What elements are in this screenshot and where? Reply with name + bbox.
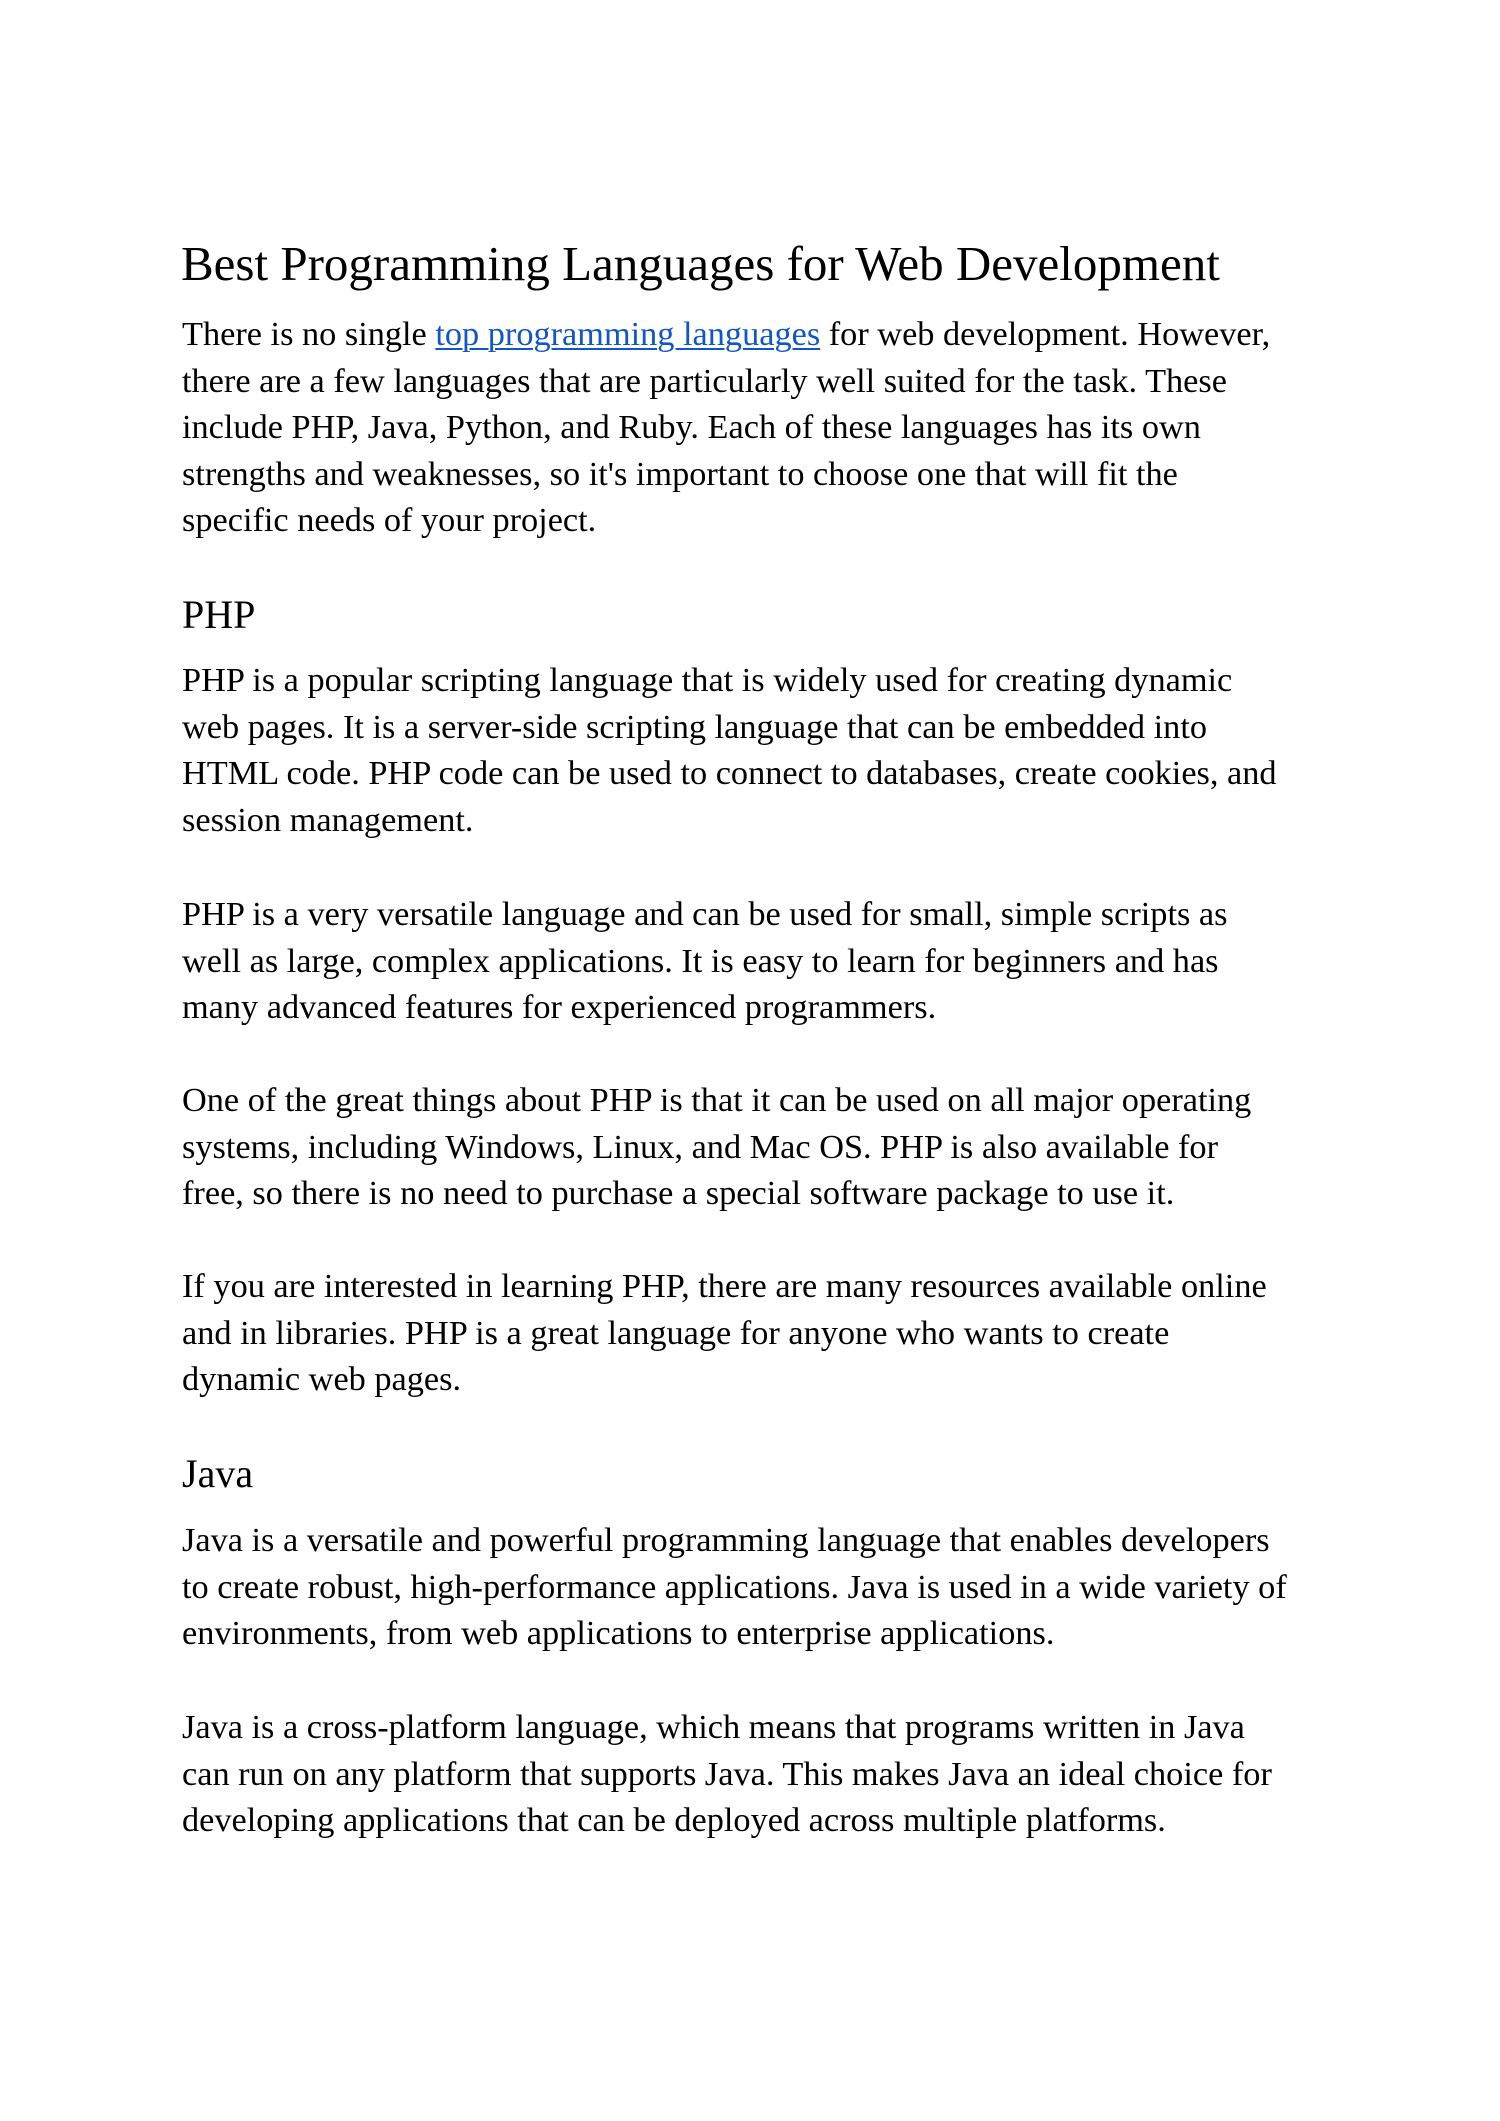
paragraph-line: environments, from web applications to enterprise applications. <box>182 1614 1055 1652</box>
paragraph-line: dynamic web pages. <box>182 1360 462 1398</box>
java-paragraph-1 <box>182 1517 1287 1657</box>
intro-line-1 <box>182 311 1270 358</box>
document-title: Best Programming Languages for Web Development <box>181 236 1220 291</box>
php-paragraph-4 <box>182 1263 1267 1403</box>
intro-paragraph <box>182 311 1270 544</box>
intro-line: specific needs of your project. <box>182 501 597 539</box>
paragraph-line: well as large, complex applications. It is easy to learn for beginners and has <box>182 941 1219 980</box>
intro-text-after-link: for web development. However, <box>820 315 1271 353</box>
paragraph-line: If you are interested in learning PHP, there are many resources available online <box>182 1267 1267 1305</box>
paragraph-line: and in libraries. PHP is a great language for anyone who wants to create <box>182 1313 1170 1352</box>
paragraph-line: to create robust, high-performance applications. Java is used in a wide variety of <box>182 1567 1287 1606</box>
paragraph-line: HTML code. PHP code can be used to connect to databases, create cookies, and <box>182 754 1277 792</box>
java-paragraph-2 <box>182 1704 1272 1844</box>
php-paragraph-3 <box>182 1077 1251 1217</box>
paragraph-line: systems, including Windows, Linux, and Mac OS. PHP is also available for <box>182 1127 1219 1166</box>
intro-text-before-link: There is no single <box>182 315 436 353</box>
section-heading-java: Java <box>182 1451 254 1496</box>
paragraph-line: PHP is a popular scripting language that is widely used for creating dynamic <box>182 661 1233 699</box>
paragraph-line: session management. <box>182 800 474 839</box>
paragraph-line: free, so there is no need to purchase a special software package to use it. <box>182 1174 1175 1212</box>
paragraph-line: PHP is a very versatile language and can be used for small, simple scripts as <box>182 895 1228 933</box>
php-paragraph-1 <box>182 657 1277 843</box>
paragraph-line: can run on any platform that supports Java. This makes Java an ideal choice for <box>182 1754 1272 1793</box>
intro-line: strengths and weaknesses, so it's important to choose one that will fit the <box>182 454 1178 493</box>
intro-line: include PHP, Java, Python, and Ruby. Each of these languages has its own <box>182 408 1201 446</box>
paragraph-line: many advanced features for experienced programmers. <box>182 988 937 1026</box>
section-heading-php: PHP <box>182 592 256 637</box>
php-paragraph-2 <box>182 891 1227 1031</box>
paragraph-line: Java is a cross-platform language, which means that programs written in Java <box>182 1708 1245 1746</box>
top-programming-languages-link[interactable]: top programming languages <box>435 315 821 353</box>
paragraph-line: web pages. It is a server-side scripting language that can be embedded into <box>182 707 1208 746</box>
paragraph-line: developing applications that can be deployed across multiple platforms. <box>182 1801 1166 1839</box>
paragraph-line: One of the great things about PHP is that it can be used on all major operating <box>182 1081 1252 1119</box>
paragraph-line: Java is a versatile and powerful programming language that enables developers <box>182 1521 1270 1559</box>
intro-line: there are a few languages that are particularly well suited for the task. These <box>182 361 1227 400</box>
